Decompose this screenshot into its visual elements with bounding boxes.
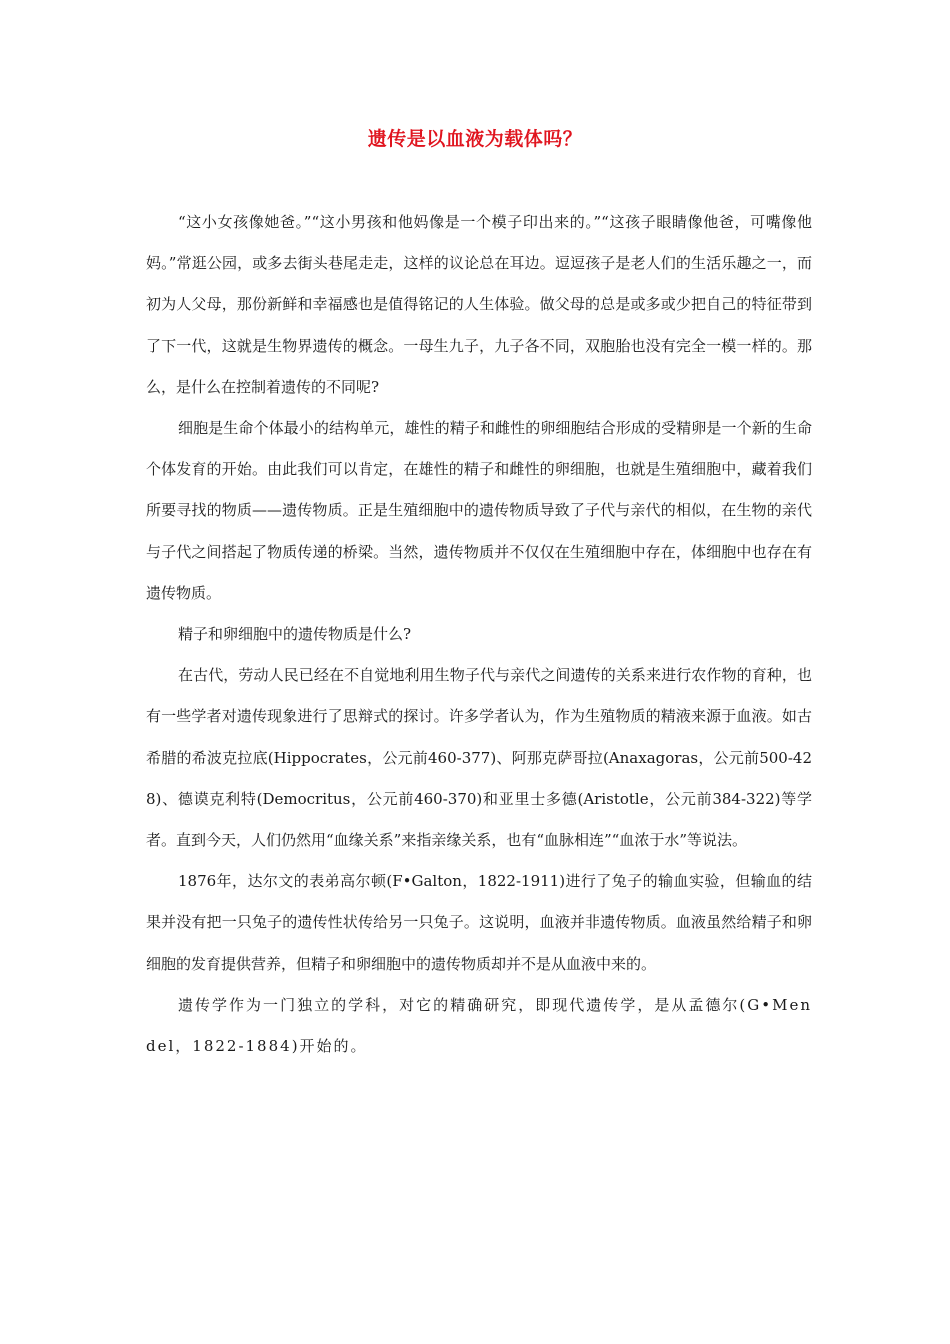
paragraph-ancient-theory: 在古代，劳动人民已经在不自觉地利用生物子代与亲代之间遗传的关系来进行农作物的育种，也有一些学者对遗传现象进行了思辩式的探讨。许多学者认为，作为生殖物质的精液来源于血液。如古希腊的希波克拉底(Hippocrates，公元前460-377)、阿那克萨哥拉(Anaxagoras，公元前500-428)、德谟克利特(Democritus，公元前460-370)和亚里士多德(Aristotle，公元前384-322)等学者。直到今天，人们仍然用“血缘关系”来指亲缘关系，也有“血脉相连”“血浓于水”等说法。 [146, 666, 812, 850]
paragraph-intro: “这小女孩像她爸。”“这小男孩和他妈像是一个模子印出来的。”“这孩子眼睛像他爸，可嘴像他妈。”常逛公园，或多去街头巷尾走走，这样的议论总在耳边。逗逗孩子是老人们的生活乐趣之一，而初为人父母，那份新鲜和幸福感也是值得铭记的人生体验。做父母的总是或多或少把自己的特征带到了下一代，这就是生物界遗传的概念。一母生九子，九子各不同，双胞胎也没有完全一模一样的。那么，是什么在控制着遗传的不同呢? [146, 213, 812, 396]
paragraph-galton-experiment: 1876年，达尔文的表弟高尔顿(F•Galton，1822-1911)进行了兔子的输血实验，但输血的结果并没有把一只兔子的遗传性状传给另一只兔子。这说明，血液并非遗传物质。血液虽然给精子和卵细胞的发育提供营养，但精子和卵细胞中的遗传物质却并不是从血液中来的。 [146, 872, 812, 973]
paragraph-mendel: 遗传学作为一门独立的学科，对它的精确研究，即现代遗传学，是从孟德尔(G•Mendel，1822-1884)开始的。 [146, 995, 812, 1056]
paragraph-question: 精子和卵细胞中的遗传物质是什么? [178, 625, 412, 644]
paragraph-cells: 细胞是生命个体最小的结构单元，雄性的精子和雌性的卵细胞结合形成的受精卵是一个新的生命个体发育的开始。由此我们可以肯定，在雄性的精子和雌性的卵细胞，也就是生殖细胞中，藏着我们所要寻找的物质——遗传物质。正是生殖细胞中的遗传物质导致了子代与亲代的相似，在生物的亲代与子代之间搭起了物质传递的桥梁。当然，遗传物质并不仅仅在生殖细胞中存在，体细胞中也存在有遗传物质。 [146, 419, 812, 602]
document-title: 遗传是以血液为载体吗？ [367, 128, 583, 150]
article-body [146, 202, 812, 1067]
